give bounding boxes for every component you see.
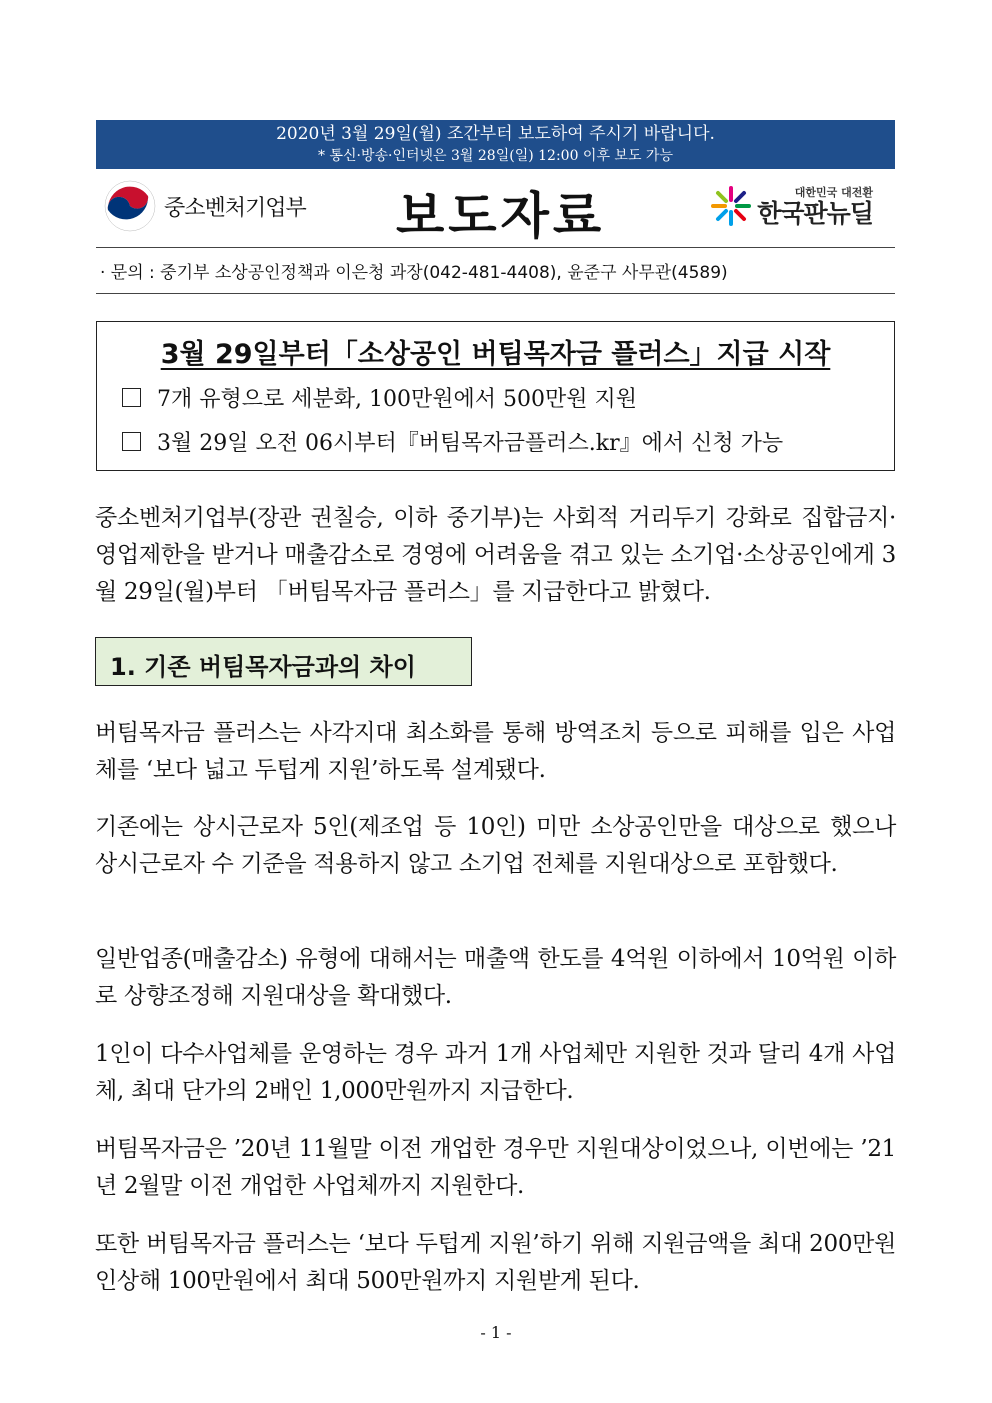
ministry-name: 중소벤처기업부 <box>164 195 306 221</box>
header-divider <box>96 247 895 248</box>
contact-divider <box>96 293 895 294</box>
body-paragraph: 1인이 다수사업체를 운영하는 경우 과거 1개 사업체만 지원한 것과 달리 4개 사업체, 최대 단가의 2배인 1,000만원까지 지급한다. <box>95 1041 896 1104</box>
checkbox-square-icon <box>122 432 141 451</box>
embargo-line2: * 통신·방송·인터넷은 3월 28일(일) 12:00 이후 보도 가능 <box>318 148 673 164</box>
section-heading: 1. 기존 버팀목자금과의 차이 <box>110 653 416 681</box>
embargo-banner <box>96 120 895 169</box>
document-title: 보도자료 <box>396 186 606 245</box>
new-deal-tagline: 대한민국 대전환 <box>794 186 873 199</box>
embargo-line1: 2020년 3월 29일(월) 조간부터 보도하여 주시기 바랍니다. <box>276 124 715 144</box>
taegeuk-emblem-icon <box>104 180 156 232</box>
checkbox-square-icon <box>122 388 141 407</box>
body-paragraph: 버팀목자금 플러스는 사각지대 최소화를 통해 방역조치 등으로 피해를 입은 사업체를 ‘보다 넓고 두텁게 지원’하도록 설계됐다. <box>95 720 896 783</box>
body-paragraph: 버팀목자금은 ’20년 11월말 이전 개업한 경우만 지원대상이었으나, 이번에는 ’21년 2월말 이전 개업한 사업체까지 지원한다. <box>95 1136 896 1199</box>
section-heading-box <box>95 637 472 686</box>
korean-new-deal-logo <box>709 184 873 228</box>
body-paragraph: 기존에는 상시근로자 5인(제조업 등 10인) 미만 소상공인만을 대상으로 했으나 상시근로자 수 기준을 적용하지 않고 소기업 전체를 지원대상으로 포함했다. <box>95 814 896 877</box>
summary-bullet-text: 3월 29일 오전 06시부터『버팀목자금플러스.kr』에서 신청 가능 <box>157 431 784 456</box>
headline <box>97 332 894 371</box>
headline-text: 3월 29일부터「소상공인 버팀목자금 플러스」지급 시작 <box>160 339 831 370</box>
contact-info: · 문의 : 중기부 소상공인정책과 이은청 과장(042-481-4408), 윤준구 사무관(4589) <box>100 263 728 283</box>
summary-box <box>96 321 895 471</box>
new-deal-name: 한국판뉴딜 <box>757 199 873 228</box>
page-number: - 1 - <box>480 1323 512 1342</box>
body-paragraph: 또한 버팀목자금 플러스는 ‘보다 두텁게 지원’하기 위해 지원금액을 최대 200만원 인상해 100만원에서 최대 500만원까지 지원받게 된다. <box>95 1231 896 1294</box>
summary-bullet-text: 7개 유형으로 세분화, 100만원에서 500만원 지원 <box>157 387 637 412</box>
summary-bullet <box>122 426 783 457</box>
intro-paragraph: 중소벤처기업부(장관 권칠승, 이하 중기부)는 사회적 거리두기 강화로 집합금지·영업제한을 받거나 매출감소로 경영에 어려움을 겪고 있는 소기업·소상공인에게 3월 29일(월)부터 「버팀목자금 플러스」를 지급한다고 밝혔다. <box>95 505 896 605</box>
press-header <box>96 172 895 246</box>
ministry-logo <box>104 180 306 232</box>
summary-bullet <box>122 382 637 413</box>
new-deal-spark-icon <box>709 184 753 228</box>
body-paragraph: 일반업종(매출감소) 유형에 대해서는 매출액 한도를 4억원 이하에서 10억원 이하로 상향조정해 지원대상을 확대했다. <box>95 946 896 1009</box>
